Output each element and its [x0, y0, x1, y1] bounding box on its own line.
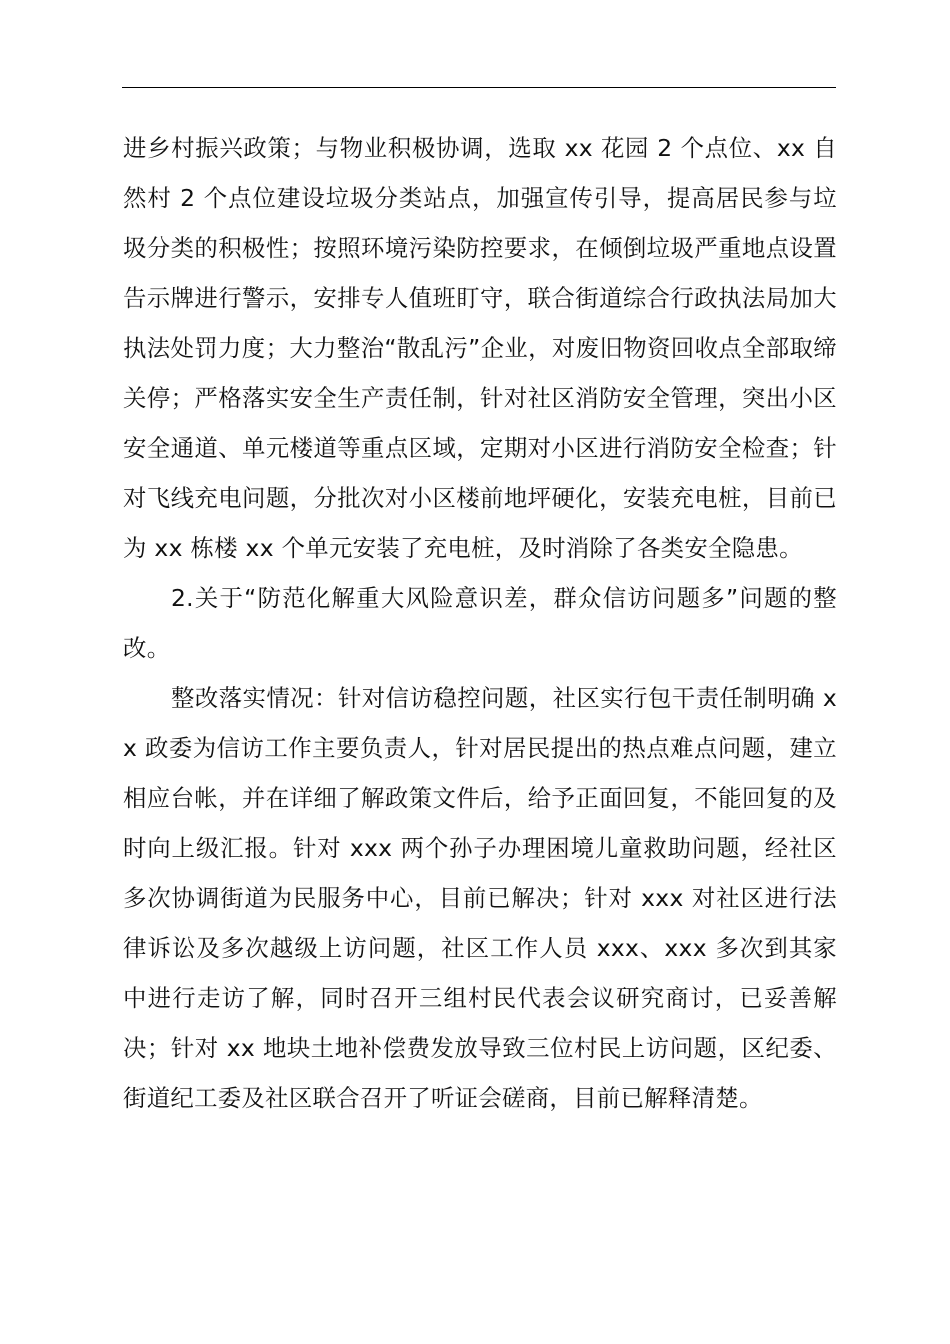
header-rule [122, 87, 836, 88]
paragraph-continuation: 进乡村振兴政策；与物业积极协调，选取 xx 花园 2 个点位、xx 自然村 2 个点位建设垃圾分类站点，加强宣传引导，提高居民参与垃圾分类的积极性；按照环境污染防控要求，在倾倒垃圾严重地点设置告示牌进行警示，安排专人值班盯守，联合街道综合行政执法局加大执法处罚力度；大力整治“散乱污”企业，对废旧物资回收点全部取缔关停；严格落实安全生产责任制，针对社区消防安全管理，突出小区安全通道、单元楼道等重点区域，定期对小区进行消防安全检查；针对飞线充电问题，分批次对小区楼前地坪硬化，安装充电桩，目前已为 xx 栋楼 xx 个单元安装了充电桩，及时消除了各类安全隐患。 [123, 134, 837, 562]
paragraph-heading-2: 2.关于“防范化解重大风险意识差，群众信访问题多”问题的整改。 [123, 584, 837, 662]
document-body [123, 123, 837, 1123]
paragraph-rectification: 整改落实情况：针对信访稳控问题，社区实行包干责任制明确 xx 政委为信访工作主要负责人，针对居民提出的热点难点问题，建立相应台帐，并在详细了解政策文件后，给予正面回复，不能回复的及时向上级汇报。针对 xxx 两个孙子办理困境儿童救助问题，经社区多次协调街道为民服务中心，目前已解决；针对 xxx 对社区进行法律诉讼及多次越级上访问题，社区工作人员 xxx、xxx 多次到其家中进行走访了解，同时召开三组村民代表会议研究商讨，已妥善解决；针对 xx 地块土地补偿费发放导致三位村民上访问题，区纪委、街道纪工委及社区联合召开了听证会磋商，目前已解释清楚。 [123, 684, 837, 1112]
